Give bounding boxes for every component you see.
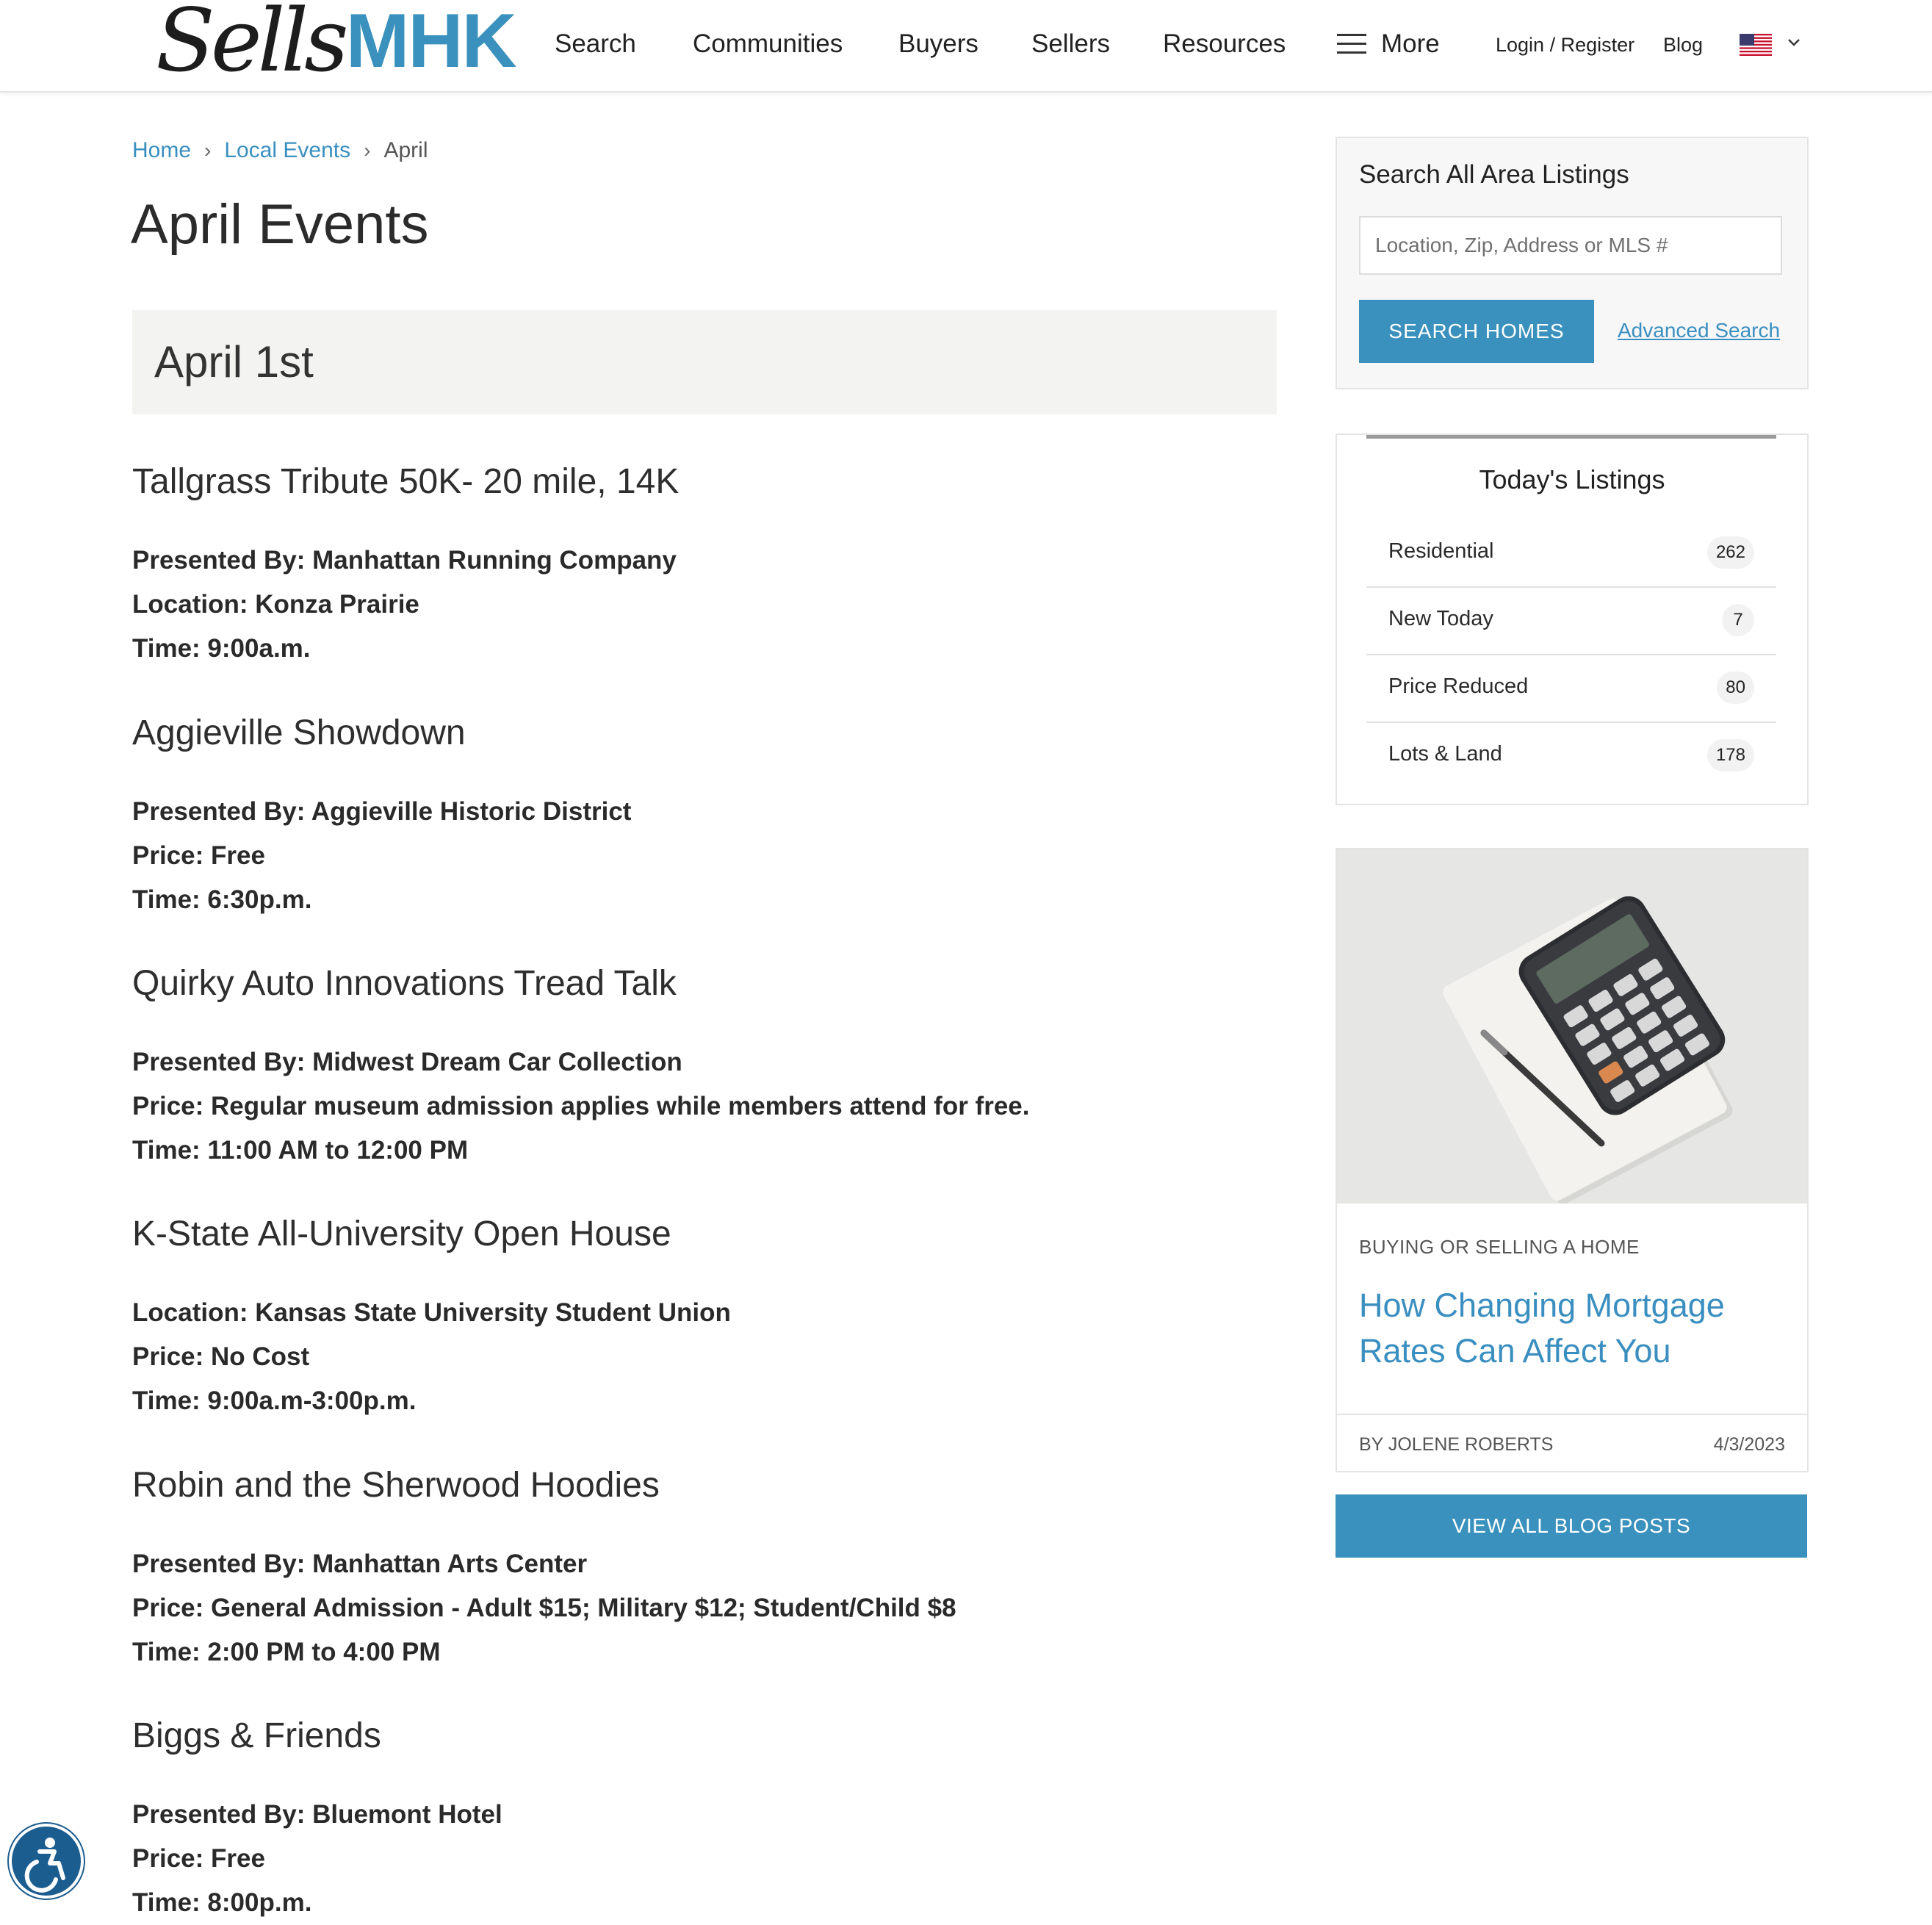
chevron-down-icon[interactable] — [1787, 35, 1801, 50]
chevron-right-icon: › — [204, 139, 212, 162]
event-detail: Presented By: Aggieville Historic District — [132, 797, 632, 826]
breadcrumb-current: April — [383, 138, 428, 162]
blog-post-title[interactable]: How Changing Mortgage Rates Can Affect You — [1359, 1287, 1725, 1370]
listing-label: Residential — [1388, 539, 1494, 563]
event-detail: Presented By: Bluemont Hotel — [132, 1800, 502, 1829]
listing-count-badge: 262 — [1707, 536, 1754, 569]
us-flag-icon[interactable] — [1740, 34, 1772, 56]
divider — [1337, 1414, 1807, 1415]
page-title: April Events — [131, 193, 429, 256]
advanced-search-link[interactable]: Advanced Search — [1618, 319, 1781, 342]
logo-script-text: Sells — [156, 0, 345, 91]
blog-date: 4/3/2023 — [1713, 1434, 1785, 1455]
listing-row-residential[interactable] — [1366, 519, 1776, 588]
breadcrumb-local-events[interactable]: Local Events — [224, 138, 351, 162]
event-title: Tallgrass Tribute 50K- 20 mile, 14K — [132, 462, 680, 501]
event-item — [132, 1214, 1278, 1423]
login-register-link[interactable]: Login / Register — [1496, 34, 1635, 56]
event-detail: Presented By: Manhattan Arts Center — [132, 1550, 588, 1578]
site-header — [0, 0, 1932, 93]
nav-sellers[interactable]: Sellers — [1031, 29, 1110, 58]
event-title: Biggs & Friends — [132, 1716, 381, 1755]
event-item — [132, 1465, 1278, 1674]
logo-mhk-text: MHK — [345, 0, 516, 84]
blog-post-card[interactable] — [1336, 848, 1809, 1472]
date-heading: April 1st — [154, 337, 314, 386]
event-detail: Price: No Cost — [132, 1342, 310, 1371]
event-detail: Time: 2:00 PM to 4:00 PM — [132, 1638, 441, 1666]
listing-label: Lots & Land — [1388, 742, 1502, 766]
blog-category: BUYING OR SELLING A HOME — [1359, 1236, 1640, 1258]
hamburger-icon[interactable] — [1337, 34, 1366, 54]
event-title: Quirky Auto Innovations Tread Talk — [132, 964, 677, 1003]
event-detail: Location: Konza Prairie — [132, 590, 419, 619]
event-item — [132, 461, 1278, 671]
nav-resources[interactable]: Resources — [1163, 29, 1286, 58]
site-logo[interactable] — [156, 0, 516, 91]
event-detail: Time: 6:30p.m. — [132, 885, 312, 914]
listing-row-price-reduced[interactable] — [1366, 654, 1776, 723]
nav-search[interactable]: Search — [555, 29, 636, 58]
blog-author: BY JOLENE ROBERTS — [1359, 1434, 1554, 1455]
event-item — [132, 1716, 1278, 1925]
blog-post-image[interactable] — [1337, 849, 1807, 1203]
event-detail: Presented By: Midwest Dream Car Collection — [132, 1048, 682, 1076]
listing-count-badge: 7 — [1722, 604, 1754, 636]
event-item — [132, 963, 1278, 1173]
event-detail: Location: Kansas State University Student Union — [132, 1298, 731, 1327]
listings-title: Today's Listings — [1479, 464, 1665, 494]
date-heading-band — [132, 310, 1277, 414]
event-detail: Presented By: Manhattan Running Company — [132, 546, 677, 575]
event-detail: Price: Free — [132, 1844, 265, 1873]
event-title: K-State All-University Open House — [132, 1215, 671, 1253]
event-detail: Time: 9:00a.m-3:00p.m. — [132, 1386, 417, 1415]
nav-more[interactable]: More — [1381, 29, 1440, 58]
event-detail: Price: Free — [132, 841, 265, 870]
event-detail: Time: 8:00p.m. — [132, 1888, 312, 1917]
event-title: Robin and the Sherwood Hoodies — [132, 1466, 660, 1505]
view-all-blog-posts-button[interactable]: VIEW ALL BLOG POSTS — [1336, 1494, 1807, 1558]
listing-count-badge: 178 — [1707, 739, 1754, 771]
event-detail: Time: 9:00a.m. — [132, 634, 311, 663]
calculator-icon — [1337, 849, 1807, 1203]
search-homes-button[interactable]: SEARCH HOMES — [1359, 300, 1594, 363]
listing-label: Price Reduced — [1388, 674, 1529, 698]
nav-communities[interactable]: Communities — [693, 29, 843, 58]
listing-label: New Today — [1388, 607, 1493, 630]
search-listings-card — [1336, 137, 1809, 389]
nav-buyers[interactable]: Buyers — [898, 29, 978, 58]
listing-row-lots-land[interactable] — [1366, 722, 1776, 789]
breadcrumb — [132, 138, 428, 163]
accessibility-icon[interactable] — [12, 1827, 81, 1896]
todays-listings-card — [1336, 433, 1809, 805]
search-card-title: Search All Area Listings — [1359, 160, 1629, 189]
event-detail: Price: General Admission - Adult $15; Military $12; Student/Child $8 — [132, 1594, 956, 1622]
event-title: Aggieville Showdown — [132, 713, 466, 752]
chevron-right-icon: › — [364, 139, 371, 162]
card-top-bar — [1366, 435, 1776, 439]
event-detail: Price: Regular museum admission applies while members attend for free. — [132, 1092, 1030, 1120]
breadcrumb-home[interactable]: Home — [132, 138, 192, 162]
blog-link[interactable]: Blog — [1663, 34, 1704, 56]
search-input[interactable] — [1359, 216, 1782, 275]
listing-count-badge: 80 — [1717, 672, 1754, 704]
event-item — [132, 713, 1278, 922]
listing-row-new-today[interactable] — [1366, 586, 1776, 655]
event-detail: Time: 11:00 AM to 12:00 PM — [132, 1136, 469, 1165]
